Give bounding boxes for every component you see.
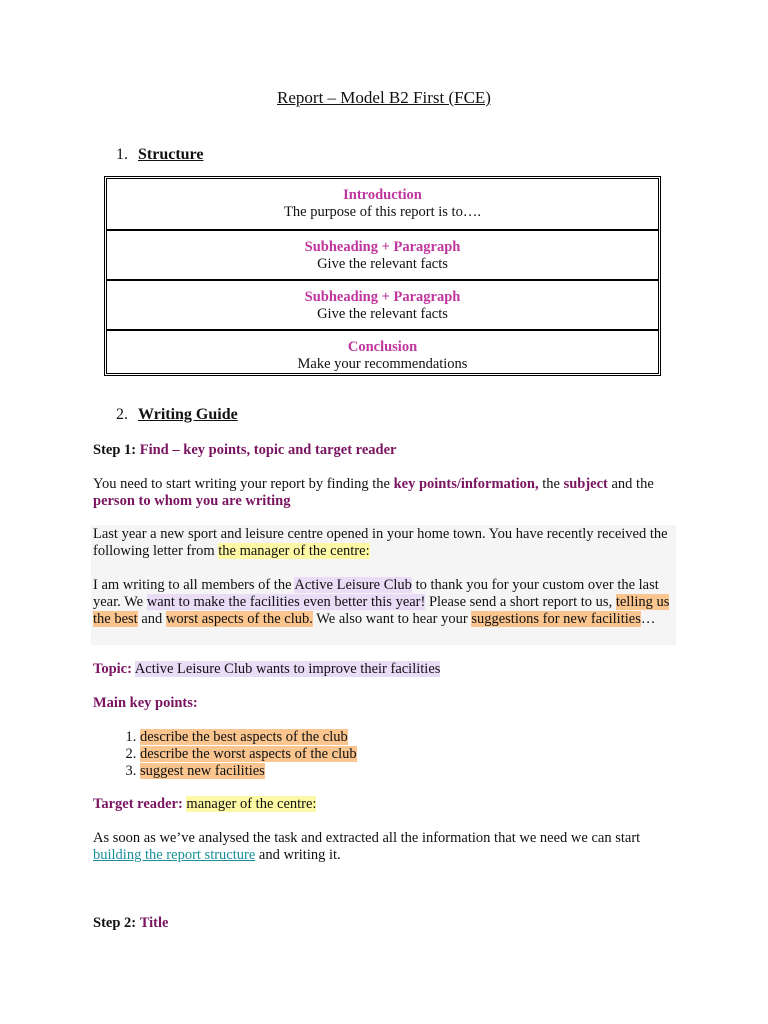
topic-label: Topic: [93, 661, 132, 677]
task-intro-paragraph [93, 526, 683, 560]
structure-row-heading: Subheading + Paragraph [304, 239, 461, 255]
list-item-text: suggest new facilities [140, 763, 265, 779]
step-1-heading [93, 442, 683, 459]
step-prefix: Step 1: [93, 442, 137, 458]
section-heading-writing-guide [116, 406, 238, 424]
structure-row-text: The purpose of this report is to…. [284, 204, 481, 220]
section-label: Writing Guide [138, 406, 238, 423]
section-label: Structure [138, 146, 204, 163]
target-reader-value: manager of the centre: [186, 796, 317, 812]
structure-row-text: Give the relevant facts [317, 256, 448, 272]
step-2-heading [93, 915, 683, 932]
structure-row-heading: Subheading + Paragraph [304, 289, 461, 305]
text-run: Please send a short report to us, [425, 594, 616, 610]
structure-row-body-1 [107, 229, 658, 279]
text-run: We also want to hear your [312, 611, 472, 627]
section-heading-structure [116, 146, 203, 164]
structure-row-conclusion [107, 329, 658, 379]
document-title: Report – Model B2 First (FCE) [277, 88, 491, 107]
structure-row-text: Make your recommendations [297, 356, 468, 372]
text-run: and writing it. [255, 847, 341, 863]
highlight-topic: Active Leisure Club [294, 577, 412, 593]
text-run: You need to start writing your report by finding the [93, 476, 394, 492]
text-run: and [137, 611, 166, 627]
intro-paragraph [93, 476, 683, 510]
structure-table [104, 176, 661, 376]
text-run: the [538, 476, 564, 492]
closing-paragraph [93, 830, 683, 864]
target-reader-label: Target reader: [93, 796, 183, 812]
text-run: and the [607, 476, 654, 492]
text-run: As soon as we’ve analysed the task and extracted all the information that we need we can start [93, 830, 641, 846]
report-structure-link[interactable]: building the report structure [93, 847, 256, 863]
step-prefix: Step 2: [93, 915, 137, 931]
structure-row-introduction [107, 179, 658, 229]
list-item [140, 729, 683, 746]
text-run: I am writing to all members of the [93, 577, 295, 593]
structure-row-text: Give the relevant facts [317, 306, 448, 322]
topic-value: Active Leisure Club wants to improve their facilities [134, 661, 441, 677]
main-key-points-label: Main key points: [93, 695, 198, 711]
text-run: to thank you for your custom over the last year. We [93, 577, 659, 610]
list-item-text: describe the best aspects of the club [140, 729, 348, 745]
subject-term: subject [563, 476, 608, 492]
target-reader-line [93, 796, 683, 813]
structure-row-heading: Conclusion [347, 339, 418, 355]
section-number: 1. [116, 146, 128, 163]
highlight-topic: want to make the facilities even better this year! [146, 594, 426, 610]
structure-row-body-2 [107, 279, 658, 329]
structure-row-heading: Introduction [343, 187, 422, 203]
topic-line [93, 661, 683, 678]
highlight-key-point: telling us the best [93, 594, 670, 627]
text-run: … [640, 611, 656, 627]
main-key-points-heading [93, 695, 683, 712]
highlight-target-reader: the manager of the centre: [218, 543, 370, 559]
step-label: Title [139, 915, 169, 931]
text-run: Last year a new sport and leisure centre opened in your home town. You have recently received the following letter from [93, 526, 668, 559]
key-points-term: key points/information, [393, 476, 539, 492]
highlight-key-point: suggestions for new facilities [471, 611, 641, 627]
list-item [140, 763, 683, 780]
main-key-points-list [93, 729, 683, 780]
step-label: Find – key points, topic and target reader [139, 442, 397, 458]
highlight-key-point: worst aspects of the club. [165, 611, 313, 627]
section-number: 2. [116, 406, 128, 423]
list-item [140, 746, 683, 763]
list-item-text: describe the worst aspects of the club [140, 746, 357, 762]
target-reader-term: person to whom you are writing [93, 493, 291, 509]
task-letter-paragraph [93, 577, 683, 628]
